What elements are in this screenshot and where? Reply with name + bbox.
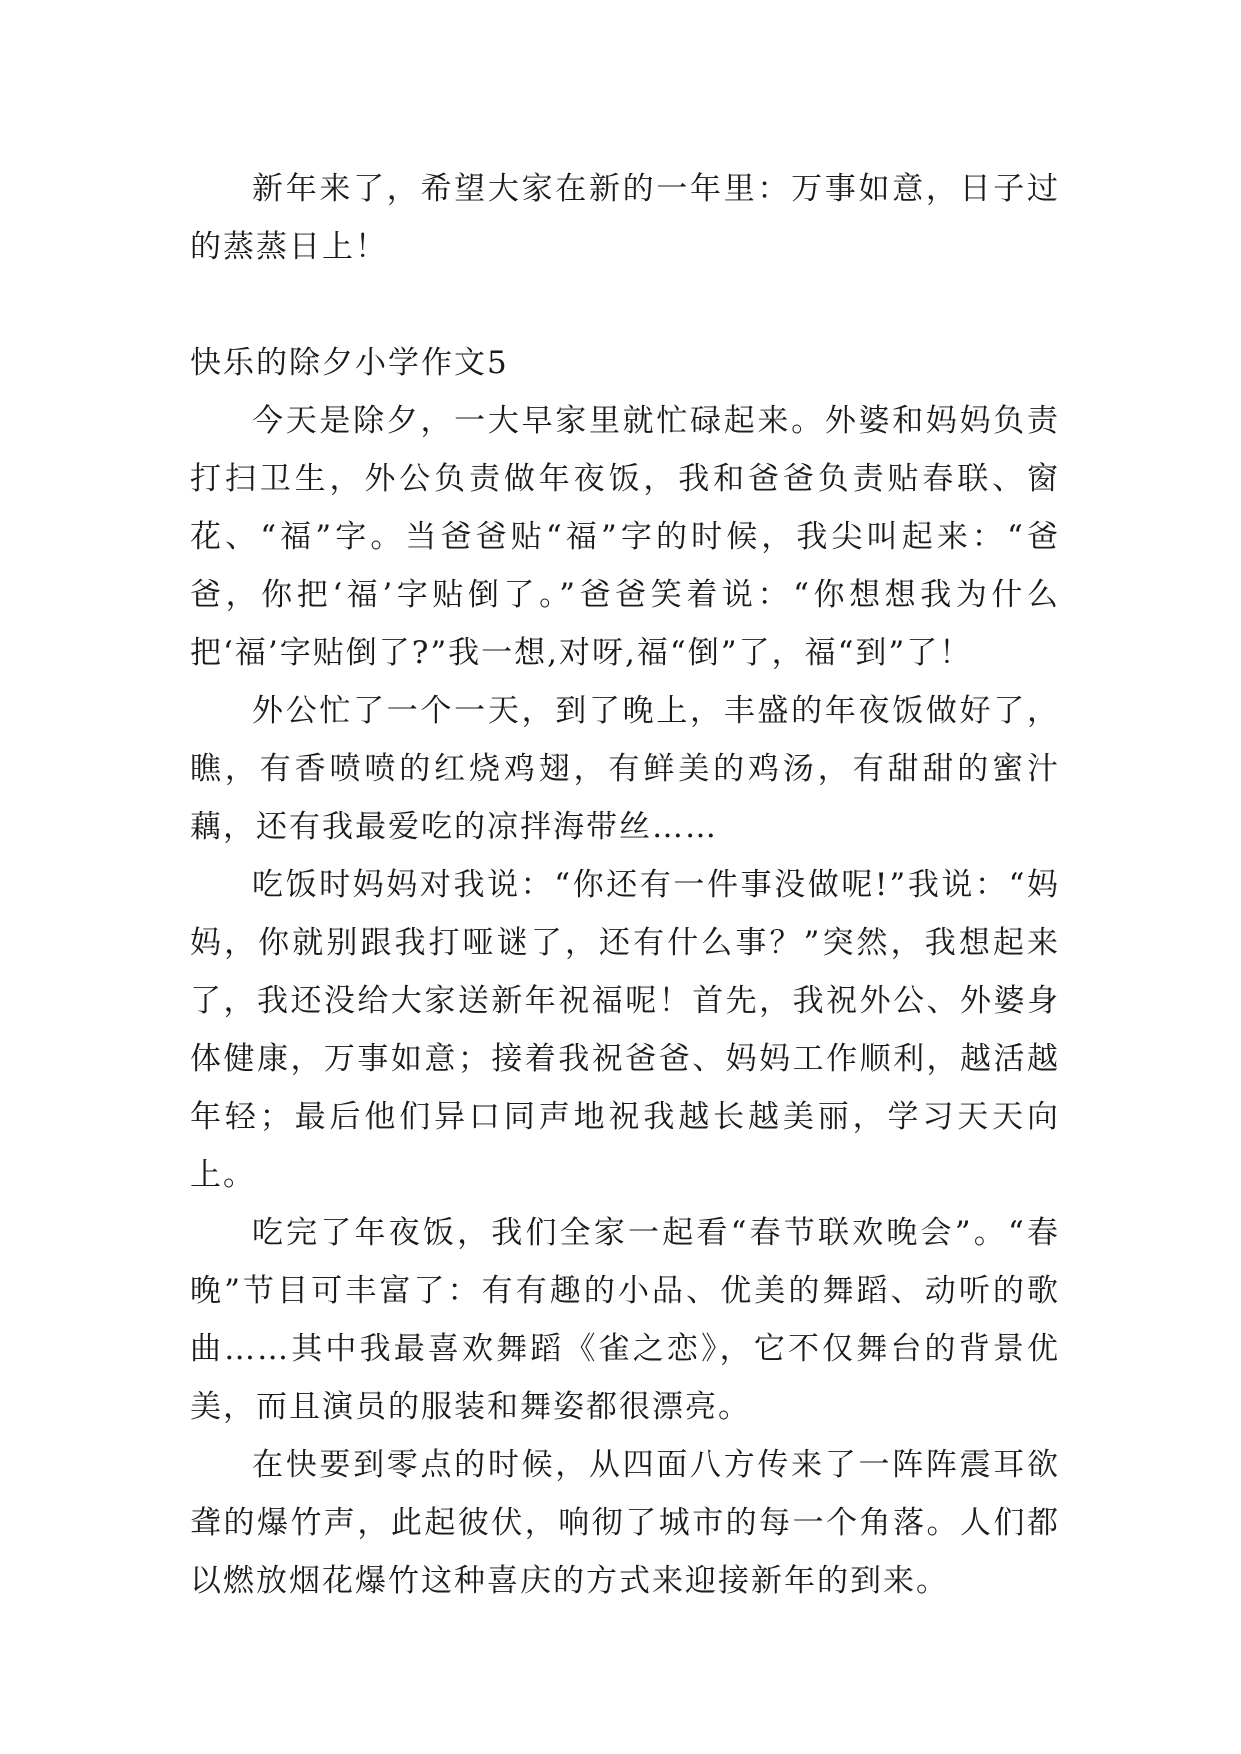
paragraph-3: 吃饭时妈妈对我说：“你还有一件事没做呢!”我说：“妈妈，你就别跟我打哑谜了，还有什么事？”突然，我想起来了，我还没给大家送新年祝福呢！首先，我祝外公、外婆身体健康，万事如意；接着我祝爸爸、妈妈工作顺利，越活越年轻；最后他们异口同声地祝我越长越美丽，学习天天向上。: [190, 867, 1060, 1193]
paragraph-1: 今天是除夕，一大早家里就忙碌起来。外婆和妈妈负责打扫卫生，外公负责做年夜饭，我和爸爸负责贴春联、窗花、“福”字。当爸爸贴“福”字的时候，我尖叫起来：“爸爸，你把‘福’字贴倒了。”爸爸笑着说：“你想想我为什么把‘福’字贴倒了?”我一想,对呀,福“倒”了，福“到”了！: [190, 403, 1060, 671]
document-body: [190, 160, 1060, 1610]
section-title: 快乐的除夕小学作文5: [190, 345, 509, 381]
intro-paragraph: 新年来了，希望大家在新的一年里：万事如意，日子过的蒸蒸日上！: [190, 171, 1060, 265]
section-spacer: [190, 276, 1060, 334]
paragraph-4: 吃完了年夜饭，我们全家一起看“春节联欢晚会”。“春晚”节目可丰富了：有有趣的小品、优美的舞蹈、动听的歌曲……其中我最喜欢舞蹈《雀之恋》，它不仅舞台的背景优美，而且演员的服装和舞姿都很漂亮。: [190, 1215, 1060, 1425]
paragraph-5: 在快要到零点的时候，从四面八方传来了一阵阵震耳欲聋的爆竹声，此起彼伏，响彻了城市的每一个角落。人们都以燃放烟花爆竹这种喜庆的方式来迎接新年的到来。: [190, 1447, 1060, 1599]
paragraph-2: 外公忙了一个一天，到了晚上，丰盛的年夜饭做好了，瞧，有香喷喷的红烧鸡翅，有鲜美的鸡汤，有甜甜的蜜汁藕，还有我最爱吃的凉拌海带丝……: [190, 693, 1060, 845]
